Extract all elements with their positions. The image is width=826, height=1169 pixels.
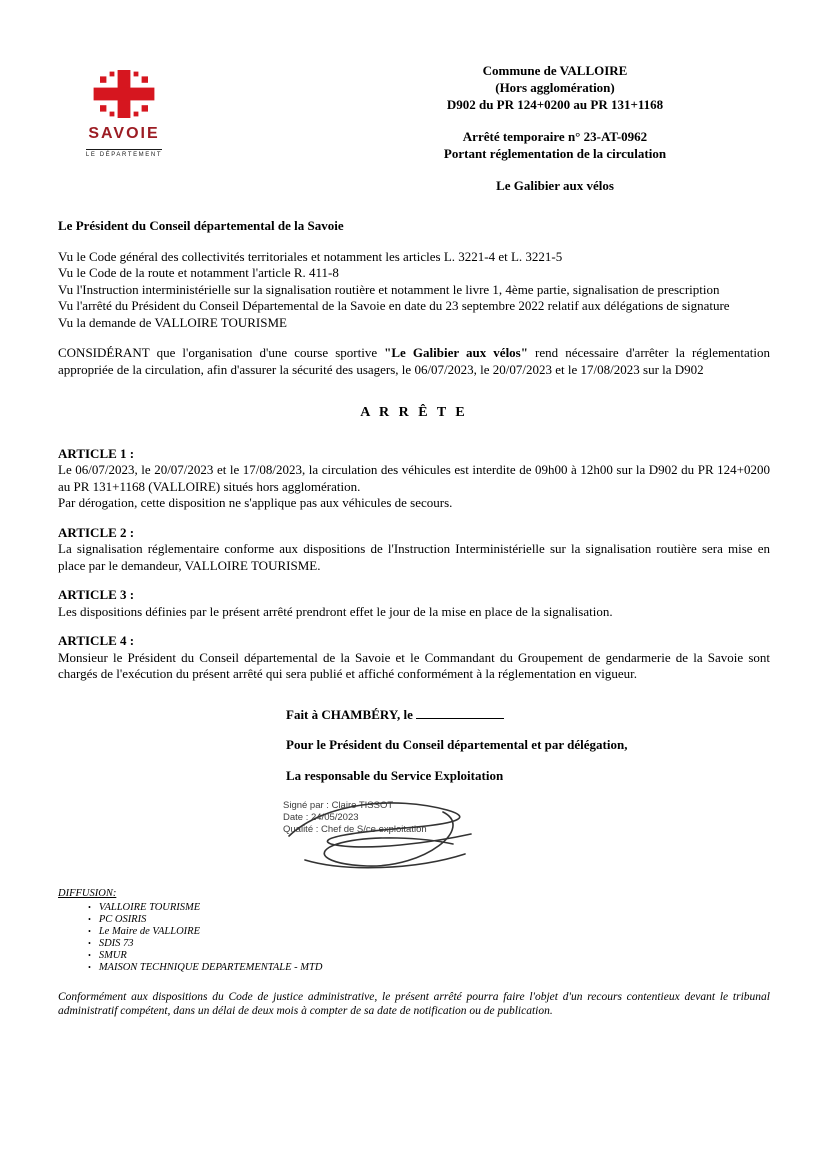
logo-title: SAVOIE (88, 125, 160, 142)
article-section-4 (58, 633, 770, 683)
hors-agglo-line: (Hors agglomération) (495, 80, 615, 95)
logo-subtitle: LE DÉPARTEMENT (86, 149, 162, 158)
diffusion-item: • Le Maire de VALLOIRE (88, 926, 201, 937)
article-title: ARTICLE 3 : (58, 587, 135, 602)
closing-delegation-line: Pour le Président du Conseil départemental et par délégation, (286, 737, 628, 752)
diffusion-item: • VALLOIRE TOURISME (88, 902, 201, 913)
vu-block (58, 249, 770, 332)
diffusion-item: • PC OSIRIS (88, 914, 147, 925)
article-paragraph: Par dérogation, cette disposition ne s'applique pas aux véhicules de secours. (58, 495, 453, 510)
arrete-heading: A R R Ê T E (360, 405, 468, 420)
diffusion-item: • SDIS 73 (88, 938, 134, 949)
signature-date: Date : 24/05/2023 (283, 812, 359, 823)
vu-item: Vu la demande de VALLOIRE TOURISME (58, 314, 287, 330)
bullet-icon: • (88, 939, 91, 948)
article-paragraph: Monsieur le Président du Conseil départemental de la Savoie et le Commandant du Groupement de gendarmerie de la Savoie sont chargés de l'exécution du présent arrêté qui sera publié et affiché conformément à la réglementation en vigueur. (58, 649, 770, 681)
article-section-1 (58, 446, 770, 512)
diffusion-section (58, 888, 770, 974)
article-title: ARTICLE 2 : (58, 524, 135, 540)
considerant-prefix: CONSIDÉRANT que l'organisation d'une course sportive (58, 345, 385, 360)
bullet-icon: • (88, 927, 91, 936)
diffusion-item: • MAISON TECHNIQUE DEPARTEMENTALE - MTD (88, 962, 323, 973)
diffusion-title: DIFFUSION: (58, 888, 117, 899)
article-paragraph: Le 06/07/2023, le 20/07/2023 et le 17/08/2023, la circulation des véhicules est interdite de 09h00 à 12h00 sur la D902 du PR 124+0200 au PR 131+1168 (VALLOIRE) situés hors agglomération. (58, 462, 770, 494)
arrete-number-line: Arrêté temporaire n° 23-AT-0962 (462, 129, 648, 144)
bullet-icon: • (88, 963, 91, 972)
closing-block (58, 705, 770, 785)
article-title: ARTICLE 4 : (58, 633, 135, 648)
president-line: Le Président du Conseil départemental de la Savoie (58, 218, 344, 233)
considerant-paragraph (58, 345, 770, 378)
article-section-3 (58, 587, 770, 620)
arrete-subject-line: Portant réglementation de la circulation (443, 146, 667, 161)
considerant-event-name: "Le Galibier aux vélos" (384, 345, 528, 360)
closing-responsable-line: La responsable du Service Exploitation (286, 767, 504, 783)
signature-date-blank (416, 705, 504, 719)
article-paragraph: La signalisation réglementaire conforme aux dispositions de l'Instruction Interministérielle sur la signalisation routière sera mise en place par le demandeur, VALLOIRE TOURISME. (58, 541, 770, 573)
vu-item: Vu l'arrêté du Président du Conseil Départemental de la Savoie en date du 23 septembre 2022 relatif aux délégations de signature (58, 298, 730, 313)
document-body (58, 218, 770, 1030)
vu-item: Vu le Code général des collectivités territoriales et notamment les articles L. 3221-4 et L. 3221-5 (58, 248, 563, 264)
diffusion-list (58, 902, 770, 974)
footer-note: Conformément aux dispositions du Code de justice administrative, le présent arrêté pourra faire l'objet d'un recours contentieux devant le tribunal administratif compétent, dans un délai de deux mois à compter de sa date de notification ou de publication. (58, 991, 770, 1017)
signature-signed-by: Signé par : Claire TISSOT (283, 800, 394, 811)
event-title: Le Galibier aux vélos (496, 178, 614, 193)
article-title: ARTICLE 1 : (58, 445, 135, 461)
bullet-icon: • (88, 903, 91, 912)
article-paragraph: Les dispositions définies par le présent arrêté prendront effet le jour de la mise en place de la signalisation. (58, 603, 613, 619)
considerant-suffix: rend nécessaire d'arrêter la réglementation appropriée de la circulation, afin d'assurer la sécurité des usagers, le 06/07/2023, le 20/07/2023 et le 17/08/2023 sur la D902 (58, 345, 770, 377)
bullet-icon: • (88, 951, 91, 960)
road-line: D902 du PR 124+0200 au PR 131+1168 (446, 97, 664, 112)
bullet-icon: • (88, 915, 91, 924)
signature-quality: Qualité : Chef de S/ce exploitation (283, 824, 427, 835)
savoie-logo (84, 70, 164, 161)
closing-fait-line: Fait à CHAMBÉRY, le (286, 705, 770, 724)
commune-line: Commune de VALLOIRE (482, 63, 628, 78)
savoie-cross-icon (93, 70, 155, 118)
signature-block (283, 800, 583, 878)
article-section-2 (58, 525, 770, 575)
vu-item: Vu le Code de la route et notamment l'article R. 411-8 (58, 265, 339, 280)
diffusion-item: • SMUR (88, 950, 127, 961)
vu-item: Vu l'Instruction interministérielle sur la signalisation routière et notamment le livre 1, 4ème partie, signalisation de prescription (58, 281, 720, 297)
header-block (330, 62, 780, 194)
